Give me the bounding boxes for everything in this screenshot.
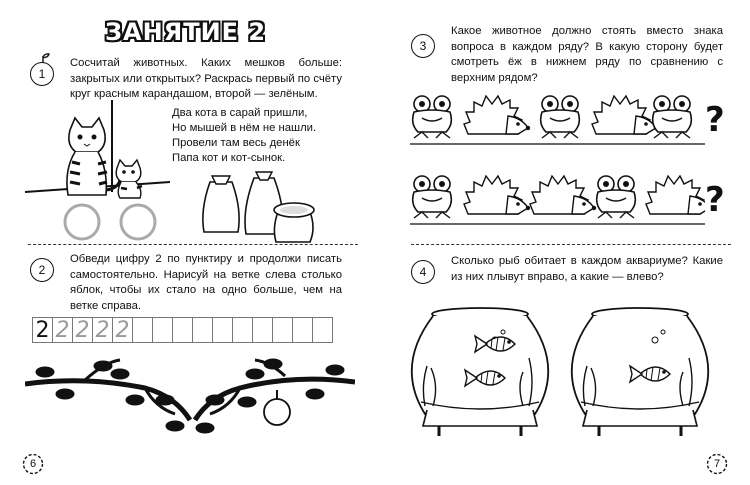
section-divider: [28, 244, 358, 245]
task-1-number: 1: [38, 67, 46, 81]
digit-cell: [152, 317, 173, 343]
page-number-badge: [706, 453, 728, 475]
animal-row-top: [410, 90, 705, 148]
lesson-title: ЗАНЯТИЕ 2: [105, 18, 267, 46]
branches-illustration: [25, 352, 355, 447]
digit-cell: [192, 317, 213, 343]
small-cat-icon: [116, 160, 142, 198]
task-3-text: Какое животное должно стоять вместо знака вопроса в каждом ряду? В какую сторону будет смотреть ёж в нижнем ряду по сравнению с верхним рядом?: [451, 25, 723, 84]
apple-stem-icon: [36, 52, 50, 64]
digit-cell: [132, 317, 153, 343]
page-number-badge: [22, 453, 44, 475]
section-divider: [411, 244, 731, 245]
cats-and-sacks-illustration: [20, 100, 350, 245]
digit-cell: 2: [112, 317, 133, 343]
task-2-strawberry-badge: [30, 258, 54, 282]
task-4-pear-badge: [411, 260, 435, 284]
digit-cell: [252, 317, 273, 343]
digit-cell: [172, 317, 193, 343]
digit-cell: [272, 317, 293, 343]
task-1-apple-badge: [30, 62, 54, 86]
task-3-strawberry-badge: [411, 34, 435, 58]
closed-sack-icon: [203, 176, 239, 232]
left-branch-icon: [25, 360, 190, 431]
digit-cell: 2: [92, 317, 113, 343]
digit-cell: 2: [72, 317, 93, 343]
digit-cell: [292, 317, 313, 343]
right-page: [375, 0, 750, 485]
poem-line: Но мышей в нём не нашли.: [172, 122, 317, 134]
task-4-text: Сколько рыб обитает в каждом аквариуме? Какие из них плывут вправо, а какие — влево?: [451, 255, 723, 283]
digit-cell: [212, 317, 233, 343]
task-4-number: 4: [419, 265, 427, 279]
question-mark-top: ?: [705, 100, 725, 140]
task-2-number: 2: [38, 263, 46, 277]
animal-row-bottom: [410, 170, 705, 228]
color-circle-1: [65, 205, 99, 239]
task-3-number: 3: [419, 39, 427, 53]
digit-cell: 2: [52, 317, 73, 343]
open-sack-icon: [274, 203, 314, 242]
page-number: 7: [713, 458, 721, 470]
poem-line: Два кота в сарай пришли,: [172, 107, 308, 119]
color-circle-2: [121, 205, 155, 239]
digit-cell: [312, 317, 333, 343]
page-number: 6: [29, 458, 37, 470]
aquariums-illustration: [405, 306, 725, 456]
digit-cell: [232, 317, 253, 343]
digit-writing-grid: [32, 317, 332, 343]
task-1-text: Сосчитай животных. Каких мешков больше: закрытых или открытых? Раскрась первый по счёту круг красным карандашом, второй — зелёным.: [70, 57, 342, 100]
apple-icon: [264, 390, 290, 425]
task-2-text: Обведи цифру 2 по пунктиру и продолжи писать самостоятельно. Нарисуй на ветке слева столько яблок, чтобы их стало на одно больше, чем на ветке справа.: [70, 253, 342, 312]
poem-line: Провели там весь денёк: [172, 137, 300, 149]
digit-cell: 2: [32, 317, 53, 343]
question-mark-bottom: ?: [705, 180, 725, 220]
poem-line: Папа кот и кот-сынок.: [172, 152, 286, 164]
